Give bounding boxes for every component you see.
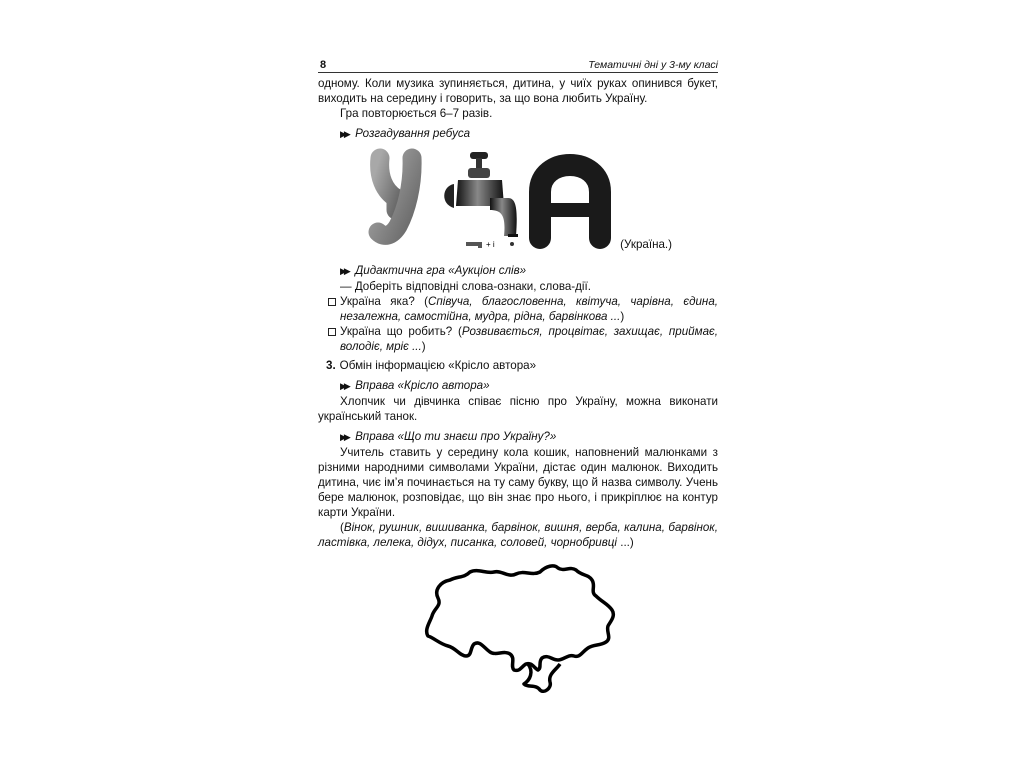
exercise-2-heading-text: Вправа «Що ти знаєш про Україну?» [355, 430, 557, 443]
symbols-open: ( [340, 521, 344, 534]
question-2: Україна що робить? ( [340, 325, 462, 338]
running-title: Тематичні дні у 3-му класі [588, 59, 718, 71]
double-arrow-icon: ▶▶ [340, 266, 348, 276]
rebus-picture [318, 146, 718, 258]
list-item [318, 324, 718, 354]
item-3-number: 3. [326, 359, 336, 372]
letter-a-shape [540, 165, 600, 238]
double-arrow-icon: ▶▶ [340, 129, 348, 139]
symbols-close: ...) [617, 536, 634, 549]
answer-2: Розвивається, процвітає, захищає, приймає, володіє, мріє ... [340, 325, 718, 353]
exercise-2-text: Учитель ставить у середину кола кошик, наповнений малюнками з різними народними символами України, дістає один малюнок. Виходить дитина, чиє ім’я починається на ту саму букву, що й назва символу. Учень бере малюнок, розповідає, що він знає про нього, і прикріплює на контур карти України. [318, 446, 718, 519]
exercise-1-heading [318, 378, 718, 394]
checkbox-icon [328, 298, 336, 306]
intro-paragraph: одному. Коли музика зупиняється, дитина, у чиїх руках опинився букет, виходить на середину і говорить, за що вона любить Україну. [318, 77, 718, 105]
item-3 [318, 358, 718, 373]
answer-2-close: ) [421, 340, 426, 353]
repeat-note: Гра повторюється 6–7 разів. [340, 107, 493, 120]
answer-1-close: ) [620, 310, 625, 323]
double-arrow-icon: ▶▶ [340, 432, 348, 442]
list-item [318, 294, 718, 324]
auction-heading [318, 263, 718, 279]
rebus-answer: (Україна.) [620, 238, 672, 251]
exercise-1-heading-text: Вправа «Крісло автора» [355, 379, 490, 392]
answer-1: Співуча, благословенна, квітуча, чарівна, єдина, незалежна, самостійна, мудра, рідна, барвінкова ... [340, 295, 718, 323]
tap-icon [444, 152, 518, 246]
page-number: 8 [320, 59, 327, 71]
auction-instruction: — Доберіть відповідні слова-ознаки, слова-дії. [340, 280, 591, 293]
checkbox-icon [328, 328, 336, 336]
rebus-heading-text: Розгадування ребуса [355, 127, 471, 140]
rebus-heading [318, 126, 718, 142]
auction-heading-text: Дидактична гра «Аукціон слів» [355, 264, 527, 277]
book-page [318, 56, 718, 550]
hint-tap-icon [466, 242, 482, 248]
rebus-hint: + і [486, 240, 495, 249]
question-1: Україна яка? ( [340, 295, 429, 308]
exercise-2-heading [318, 429, 718, 445]
page-header [318, 56, 718, 73]
symbols-text: Вінок, рушник, вишиванка, барвінок, вишня, верба, калина, барвінок, ластівка, лелека, дідух, писанка, соловей, чорнобривці [318, 521, 718, 549]
symbols-list [318, 520, 718, 550]
double-arrow-icon: ▶▶ [340, 381, 348, 391]
letter-u-shape [378, 158, 412, 235]
exercise-1-text: Хлопчик чи дівчинка співає пісню про Україну, можна виконати український танок. [318, 395, 718, 423]
item-3-text: Обмін інформацією «Крісло автора» [339, 359, 537, 372]
ukraine-map-outline [424, 560, 620, 700]
